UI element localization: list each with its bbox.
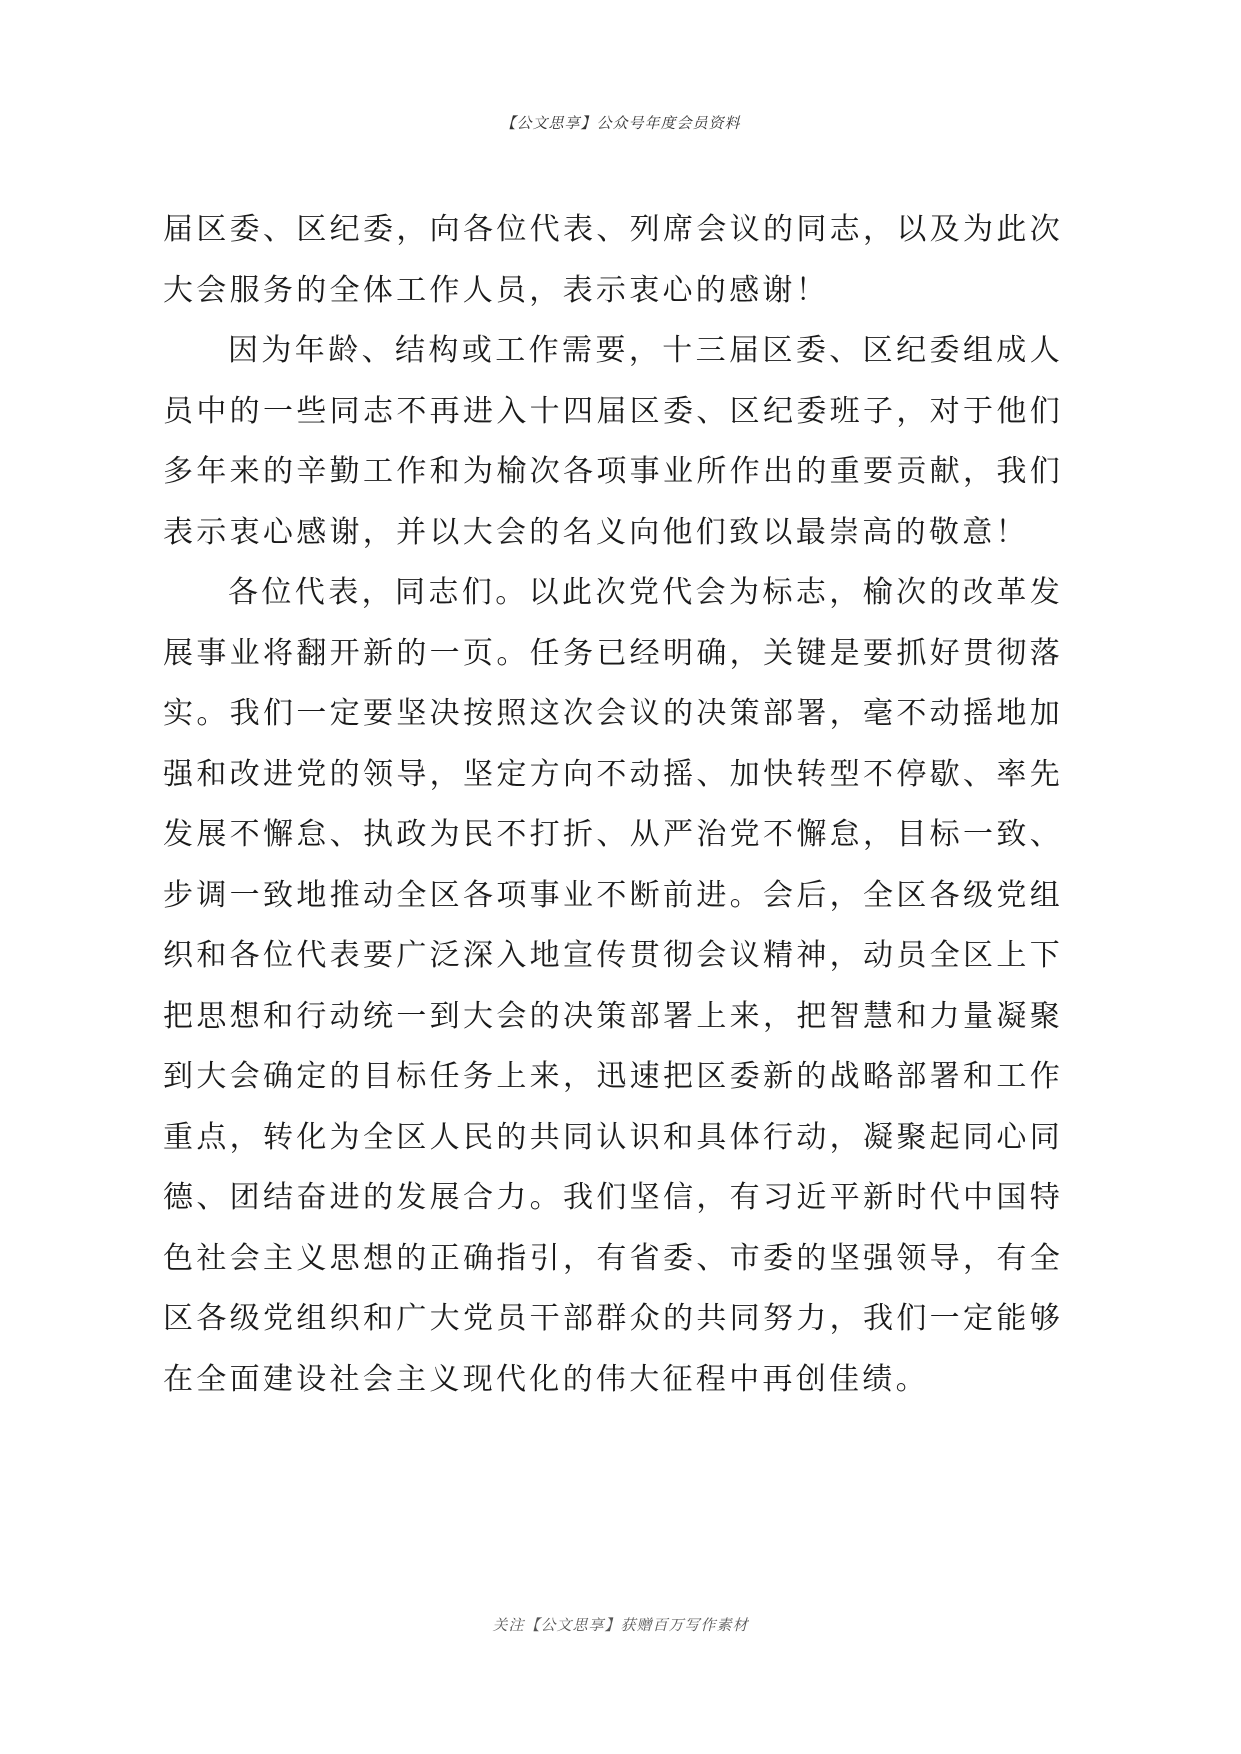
paragraph-continuation: 届区委、区纪委，向各位代表、列席会议的同志，以及为此次大会服务的全体工作人员，表示衷心的感谢！ xyxy=(163,212,1063,308)
page-header: 【公文思享】公众号年度会员资料 xyxy=(500,114,741,132)
paragraph-closing: 各位代表，同志们。以此次党代会为标志，榆次的改革发展事业将翻开新的一页。任务已经明确，关键是要抓好贯彻落实。我们一定要坚决按照这次会议的决策部署，毫不动摇地加强和改进党的领导，坚定方向不动摇、加快转型不停歇、率先发展不懈怠、执政为民不打折、从严治党不懈怠，目标一致、步调一致地推动全区各项事业不断前进。会后，全区各级党组织和各位代表要广泛深入地宣传贯彻会议精神，动员全区上下把思想和行动统一到大会的决策部署上来，把智慧和力量凝聚到大会确定的目标任务上来，迅速把区委新的战略部署和工作重点，转化为全区人民的共同认识和具体行动，凝聚起同心同德、团结奋进的发展合力。我们坚信，有习近平新时代中国特色社会主义思想的正确指引，有省委、市委的坚强领导，有全区各级党组织和广大党员干部群众的共同努力，我们一定能够在全面建设社会主义现代化的伟大征程中再创佳绩。 xyxy=(163,575,1063,1397)
paragraph-thanks-retiring: 因为年龄、结构或工作需要，十三届区委、区纪委组成人员中的一些同志不再进入十四届区委、区纪委班子，对于他们多年来的辛勤工作和为榆次各项事业所作出的重要贡献，我们表示衷心感谢，并以大会的名义向他们致以最崇高的敬意！ xyxy=(163,333,1063,550)
document-body xyxy=(163,200,1063,1410)
page-footer: 关注【公文思享】获赠百万写作素材 xyxy=(492,1616,749,1634)
